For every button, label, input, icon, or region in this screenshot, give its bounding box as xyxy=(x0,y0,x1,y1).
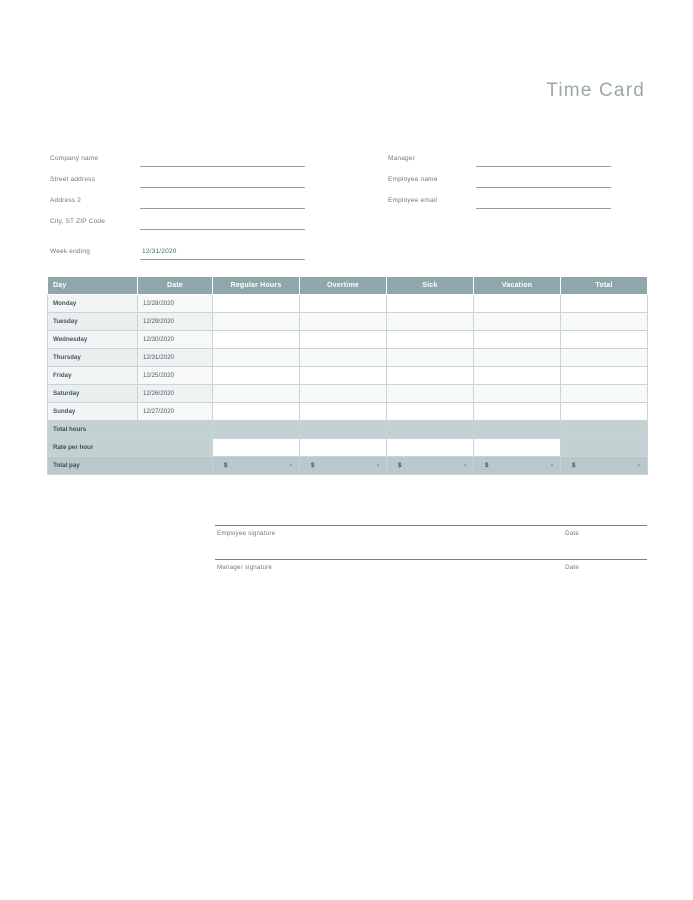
cell-total xyxy=(561,367,648,385)
summary-label-total-hours: Total hours xyxy=(48,421,213,439)
cell-total xyxy=(561,313,648,331)
total-pay-regular xyxy=(213,457,300,475)
currency-symbol: $ xyxy=(311,462,315,469)
cell-date: 12/31/2020 xyxy=(138,349,213,367)
cell-date: 12/29/2020 xyxy=(138,313,213,331)
cell-day: Saturday xyxy=(48,385,138,403)
amount: - xyxy=(289,462,292,469)
field-label: Employee name xyxy=(388,176,438,183)
cell-day: Monday xyxy=(48,295,138,313)
cell-vacation[interactable] xyxy=(474,349,561,367)
cell-regular-hours[interactable] xyxy=(213,295,300,313)
summary-total-hours-vacation xyxy=(474,421,561,439)
field-rule xyxy=(140,259,305,260)
column-header-sick: Sick xyxy=(387,277,474,295)
column-header-total: Total xyxy=(561,277,648,295)
cell-vacation[interactable] xyxy=(474,331,561,349)
cell-day: Friday xyxy=(48,367,138,385)
employee-signature-date-label: Date xyxy=(565,530,579,537)
table-row xyxy=(48,367,648,385)
cell-date: 12/26/2020 xyxy=(138,385,213,403)
cell-day: Thursday xyxy=(48,349,138,367)
cell-regular-hours[interactable] xyxy=(213,313,300,331)
table-header-row xyxy=(48,277,648,295)
cell-sick[interactable] xyxy=(387,331,474,349)
total-pay-overtime xyxy=(300,457,387,475)
field-rule xyxy=(476,166,611,167)
signature-rule xyxy=(215,525,647,526)
cell-overtime[interactable] xyxy=(300,313,387,331)
summary-total-hours-overtime xyxy=(300,421,387,439)
cell-vacation[interactable] xyxy=(474,313,561,331)
table-row xyxy=(48,331,648,349)
field-label: Street address xyxy=(50,176,96,183)
manager-signature-row[interactable] xyxy=(215,559,647,593)
field-company-name[interactable] xyxy=(50,155,320,176)
cell-sick[interactable] xyxy=(387,295,474,313)
cell-overtime[interactable] xyxy=(300,331,387,349)
cell-total xyxy=(561,331,648,349)
manager-signature-label: Manager signature xyxy=(217,564,272,571)
total-pay-sick xyxy=(387,457,474,475)
field-label: Address 2 xyxy=(50,197,82,204)
total-pay-vacation xyxy=(474,457,561,475)
column-header-vacation: Vacation xyxy=(474,277,561,295)
summary-row-rate-per-hour xyxy=(48,439,648,457)
cell-regular-hours[interactable] xyxy=(213,367,300,385)
summary-total-hours-total xyxy=(561,421,648,439)
cell-regular-hours[interactable] xyxy=(213,331,300,349)
field-rule xyxy=(140,166,305,167)
employee-signature-row[interactable] xyxy=(215,525,647,559)
summary-total-hours-sick xyxy=(387,421,474,439)
cell-sick[interactable] xyxy=(387,385,474,403)
cell-total xyxy=(561,385,648,403)
cell-regular-hours[interactable] xyxy=(213,403,300,421)
field-employee-email[interactable] xyxy=(388,197,658,218)
rate-input-sick[interactable] xyxy=(387,439,474,457)
rate-input-overtime[interactable] xyxy=(300,439,387,457)
currency-symbol: $ xyxy=(572,462,576,469)
cell-total xyxy=(561,349,648,367)
field-rule xyxy=(140,229,305,230)
cell-day: Sunday xyxy=(48,403,138,421)
page-title: Time Card xyxy=(546,80,645,101)
rate-input-vacation[interactable] xyxy=(474,439,561,457)
cell-overtime[interactable] xyxy=(300,385,387,403)
cell-overtime[interactable] xyxy=(300,349,387,367)
cell-date: 12/28/2020 xyxy=(138,295,213,313)
header-right-column xyxy=(388,155,658,218)
cell-total xyxy=(561,295,648,313)
amount: - xyxy=(376,462,379,469)
field-label: City, ST ZIP Code xyxy=(50,218,106,225)
cell-date: 12/27/2020 xyxy=(138,403,213,421)
timecard-table xyxy=(47,276,648,475)
cell-vacation[interactable] xyxy=(474,403,561,421)
field-label: Employee email xyxy=(388,197,438,204)
employee-signature-label: Employee signature xyxy=(217,530,276,537)
column-header-regular-hours: Regular Hours xyxy=(213,277,300,295)
summary-label-rate-per-hour: Rate per hour xyxy=(48,439,213,457)
amount: - xyxy=(463,462,466,469)
field-label: Manager xyxy=(388,155,416,162)
amount: - xyxy=(637,462,640,469)
amount: - xyxy=(550,462,553,469)
field-address-2[interactable] xyxy=(50,197,320,218)
cell-day: Wednesday xyxy=(48,331,138,349)
field-rule xyxy=(140,208,305,209)
field-week-ending[interactable] xyxy=(50,248,320,269)
cell-overtime[interactable] xyxy=(300,403,387,421)
column-header-date: Date xyxy=(138,277,213,295)
field-street-address[interactable] xyxy=(50,176,320,197)
cell-sick[interactable] xyxy=(387,403,474,421)
cell-vacation[interactable] xyxy=(474,295,561,313)
summary-label-total-pay: Total pay xyxy=(48,457,213,475)
rate-input-total xyxy=(561,439,648,457)
field-employee-name[interactable] xyxy=(388,176,658,197)
cell-sick[interactable] xyxy=(387,349,474,367)
manager-signature-date-label: Date xyxy=(565,564,579,571)
signature-rule xyxy=(215,559,647,560)
field-rule xyxy=(140,187,305,188)
signature-block xyxy=(215,525,647,593)
table-row xyxy=(48,295,648,313)
cell-regular-hours[interactable] xyxy=(213,385,300,403)
currency-symbol: $ xyxy=(485,462,489,469)
column-header-overtime: Overtime xyxy=(300,277,387,295)
currency-symbol: $ xyxy=(224,462,228,469)
cell-sick[interactable] xyxy=(387,313,474,331)
cell-overtime[interactable] xyxy=(300,295,387,313)
cell-regular-hours[interactable] xyxy=(213,349,300,367)
field-rule xyxy=(476,187,611,188)
field-manager[interactable] xyxy=(388,155,658,176)
cell-day: Tuesday xyxy=(48,313,138,331)
summary-total-hours-regular xyxy=(213,421,300,439)
cell-sick[interactable] xyxy=(387,367,474,385)
cell-vacation[interactable] xyxy=(474,385,561,403)
field-value: 12/31/2020 xyxy=(142,248,177,255)
currency-symbol: $ xyxy=(398,462,402,469)
cell-total xyxy=(561,403,648,421)
cell-vacation[interactable] xyxy=(474,367,561,385)
table-row xyxy=(48,313,648,331)
cell-overtime[interactable] xyxy=(300,367,387,385)
column-header-day: Day xyxy=(48,277,138,295)
rate-input-regular[interactable] xyxy=(213,439,300,457)
table-row xyxy=(48,403,648,421)
total-pay-total xyxy=(561,457,648,475)
field-label: Week ending xyxy=(50,248,91,255)
field-rule xyxy=(476,208,611,209)
cell-date: 12/30/2020 xyxy=(138,331,213,349)
table-row xyxy=(48,385,648,403)
header-left-column xyxy=(50,155,320,269)
table-row xyxy=(48,349,648,367)
field-city-state-zip[interactable] xyxy=(50,218,320,239)
summary-row-total-pay xyxy=(48,457,648,475)
field-label: Company name xyxy=(50,155,99,162)
summary-row-total-hours xyxy=(48,421,648,439)
cell-date: 12/25/2020 xyxy=(138,367,213,385)
